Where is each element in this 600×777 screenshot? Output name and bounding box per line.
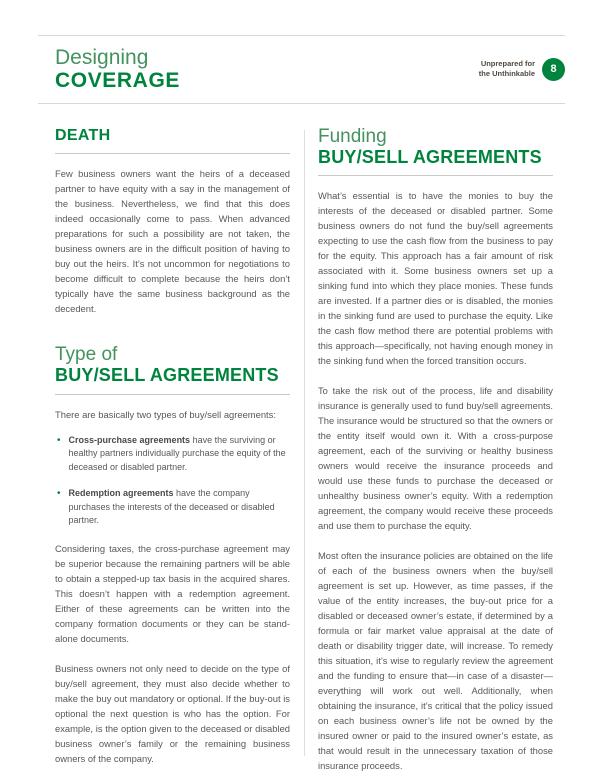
bullet-lead: Cross-purchase agreements <box>68 434 191 445</box>
death-heading: DEATH <box>55 127 111 144</box>
left-column <box>55 126 290 777</box>
booklet-title <box>479 59 535 79</box>
page-title-eyebrow: Designing <box>55 45 149 69</box>
funding-heading-rule <box>318 175 553 176</box>
funding-heading: BUY/SELL AGREEMENTS <box>318 147 542 168</box>
types-paragraph-2: Business owners not only need to decide on the type of buy/sell agreement, they must also decide whether to make the buy out mandatory or optional. If the buy-out is optional the next question is who has the option. For example, is the option given to the deceased or disabled business owner’s family or the remaining business owners of the company. <box>55 662 290 764</box>
types-bullet-list <box>55 434 290 528</box>
section-funding <box>318 126 553 773</box>
types-intro: There are basically two types of buy/sell agreements: <box>55 408 276 420</box>
bullet-text <box>69 434 290 475</box>
types-heading: BUY/SELL AGREEMENTS <box>55 365 279 386</box>
bullet-text <box>69 487 290 528</box>
bullet-rest: have the surviving or healthy partners individually purchase the equity of the deceased or disabled partner. <box>68 434 286 472</box>
funding-paragraph-3: Most often the insurance policies are obtained on the life of each of the business owners when the buy/sell agreement is set up. However, as time passes, if the value of the entity increases, the buy-out price for a disabled or deceased owner’s estate, if determined by a formula or fair market value appraisal at the date of death or disability trigger date, will increase. To remedy this situation, it’s wise to regularly review the agreement and the funding to ensure that—in case of a disaster—everything will work out well. Additionally, when obtaining the insurance, it’s critical that the policy issued on each business owner’s life not be owned by the insured owner or paid to the insured owner’s estate, as that would result in the unnecessary taxation of those insurance proceeds. <box>318 550 553 772</box>
section-death <box>55 126 290 316</box>
list-item <box>57 434 290 475</box>
funding-paragraph-1: What’s essential is to have the monies to buy the interests of the deceased or disabled partner. Some business owners do not fund the buy/sell agreements expecting to use the cash flow from the business to pay for the equity. This approach has a fair amount of risk associated with it. Some business owners set up a sinking fund into which they place monies. These funds are invested. If a partner dies or is disabled, the monies in the sinking fund are used to purchase the equity. Like the cash flow method there are potential problems with this approach—specifically, not having enough money in the sinking fund when the forced transition occurs. <box>318 190 553 367</box>
types-paragraph-1: Considering taxes, the cross-purchase agreement may be superior because the remaining partners will be able to obtain a stepped-up tax basis in the acquired shares. This doesn’t happen with a redemption agreement. Either of these agreements can be written into the company formation documents or they can be stand-alone documents. <box>55 542 290 644</box>
bullet-icon: • <box>57 488 61 500</box>
booklet-badge <box>479 58 565 81</box>
column-divider <box>304 130 305 756</box>
section-types <box>55 344 290 765</box>
bullet-lead: Redemption agreements <box>68 488 174 499</box>
funding-eyebrow: Funding <box>318 126 387 147</box>
funding-paragraph-2: To take the risk out of the process, life and disability insurance is generally used to fund buy/sell agreements. The insurance would be structured so that the owners or the entity itself would own it. With a cross-purpose agreement, each of the surviving or healthy business owners would receive the insurance proceeds and would use these funds to purchase the deceased or unhealthy business owner’s equity. With a redemption agreement, the company would receive these proceeds and use them to purchase the equity. <box>318 385 553 532</box>
page-body <box>38 104 565 777</box>
page-title <box>55 46 180 92</box>
booklet-title-line1: Unprepared for <box>480 58 535 68</box>
page-title-main: COVERAGE <box>55 69 180 92</box>
page-header <box>38 36 565 103</box>
death-heading-rule <box>55 153 290 154</box>
page-number-badge: 8 <box>542 58 565 81</box>
types-heading-rule <box>55 394 290 395</box>
types-eyebrow: Type of <box>55 344 118 366</box>
right-column <box>318 126 553 777</box>
bullet-icon: • <box>57 434 61 446</box>
booklet-title-line2: the Unthinkable <box>478 69 535 78</box>
death-paragraph: Few business owners want the heirs of a deceased partner to have equity with a say in the management of the business. Nevertheless, we find that this does indeed occasionally come to pass. When advanced preparations for such a possibility are not taken, the business owners are in the difficult position of having to buy out the heirs. It’s not uncommon for negotiations to become difficult to complete because the heirs don’t typically have the same business background as the decedent. <box>55 168 290 315</box>
list-item <box>57 487 290 528</box>
bullet-rest: have the company purchases the interests of the deceased or disabled partner. <box>68 488 275 526</box>
